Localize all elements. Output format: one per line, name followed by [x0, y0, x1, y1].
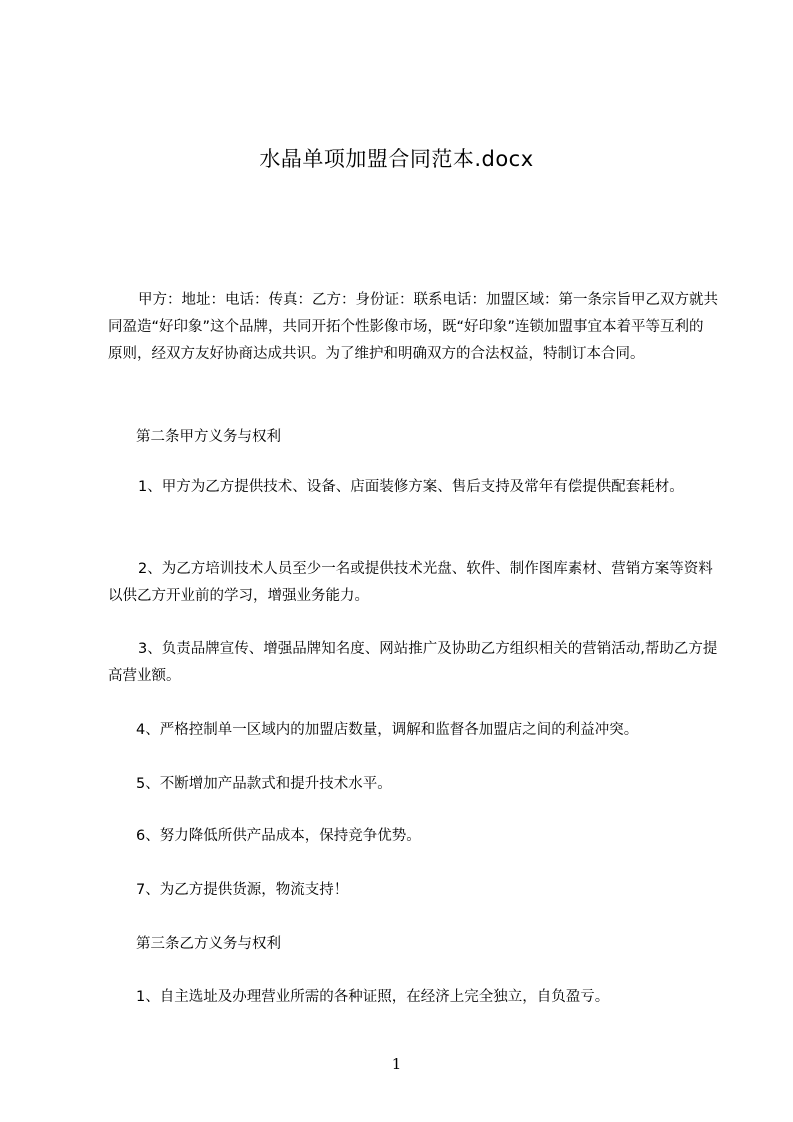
section2-item-3: 3、负责品牌宣传、增强品牌知名度、网站推广及协助乙方组织相关的营销活动,帮助乙方提高营业额。: [108, 641, 718, 684]
section2-item-5: 5、不断增加产品款式和提升技术水平。: [136, 776, 392, 792]
section2-item-4: 4、严格控制单一区域内的加盟店数量，调解和监督各加盟店之间的利益冲突。: [136, 722, 639, 738]
section2-item-2: 2、为乙方培训技术人员至少一名或提供技术光盘、软件、制作图库素材、营销方案等资料以供乙方开业前的学习，增强业务能力。: [108, 561, 713, 604]
section-heading-2: 第二条甲方义务与权利: [136, 429, 281, 445]
document-title: 水晶单项加盟合同范本.docx: [259, 147, 534, 171]
page-number: 1: [391, 1055, 402, 1073]
section3-item-1: 1、自主选址及办理营业所需的各种证照，在经济上完全独立，自负盈亏。: [136, 989, 610, 1005]
section2-item-1: 1、甲方为乙方提供技术、设备、店面装修方案、售后支持及常年有偿提供配套耗材。: [138, 479, 684, 495]
section2-item-7: 7、为乙方提供货源，物流支持！: [136, 882, 349, 898]
intro-paragraph: 甲方：地址：电话：传真：乙方：身份证：联系电话：加盟区域：第一条宗旨甲乙双方就共同盈造“好印象”这个品牌，共同开拓个性影像市场，既“好印象”连锁加盟事宜本着平等互利的原则，经双方友好协商达成共识。为了维护和明确双方的合法权益，特制订本合同。: [108, 292, 718, 362]
section2-item-6: 6、努力降低所供产品成本，保持竞争优势。: [136, 828, 421, 844]
section-heading-3: 第三条乙方义务与权利: [136, 936, 281, 952]
